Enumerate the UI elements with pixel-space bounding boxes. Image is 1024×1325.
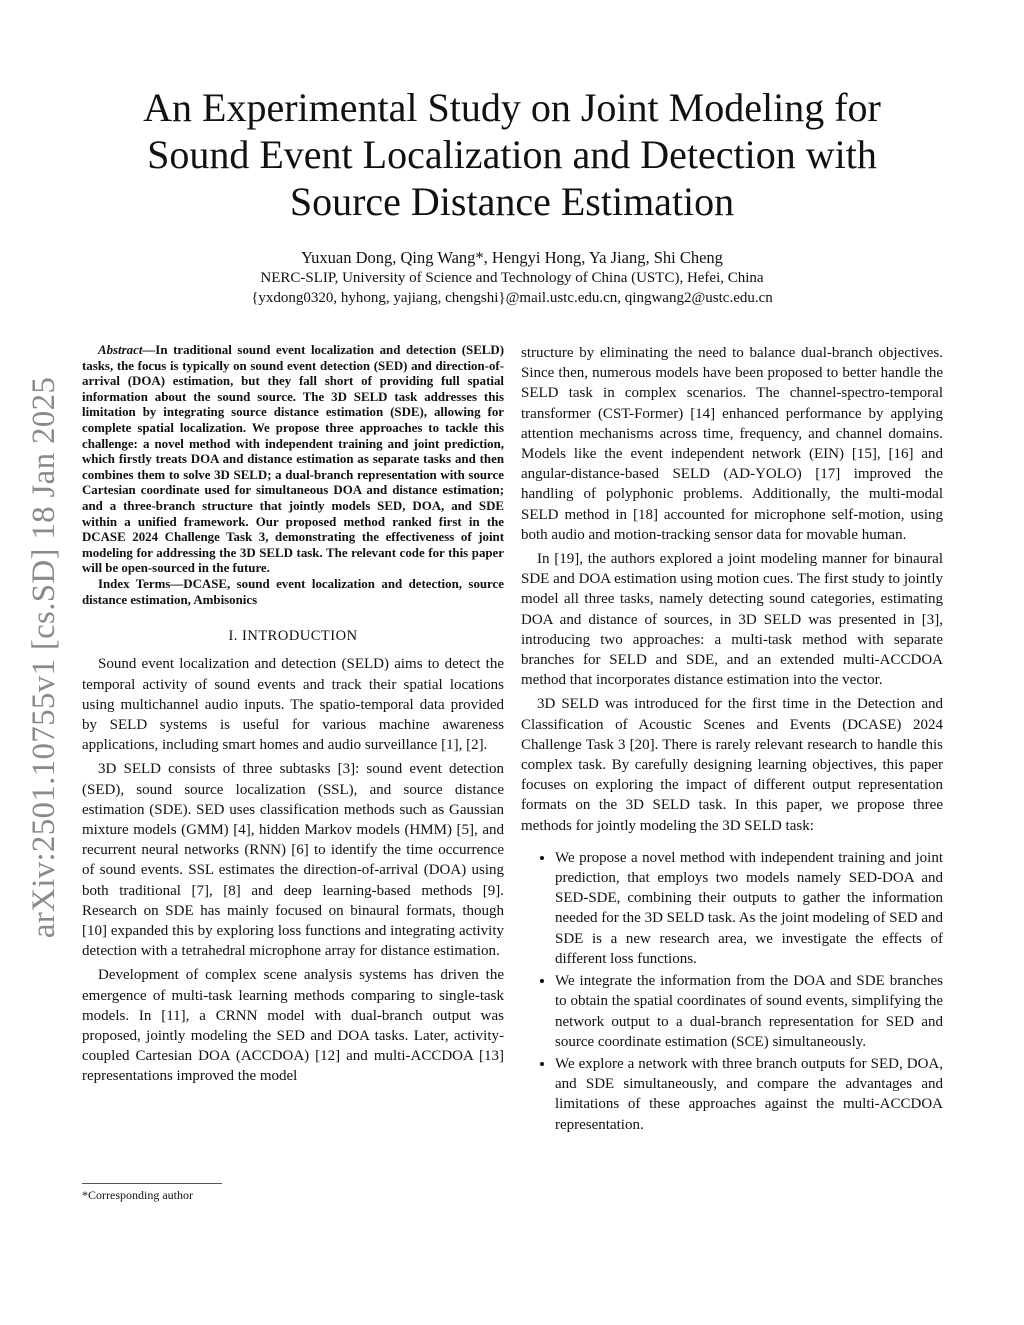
- paragraph: Sound event localization and detection (SELD) aims to detect the temporal activity of sound events and track their spatial locations using multichannel audio inputs. The spatio-temporal data provided by SELD systems is useful for various machine awareness applications, including smart homes and audio surveillance [1], [2].: [82, 656, 504, 754]
- arxiv-id-text: arXiv:2501.10755v1 [cs.SD] 18 Jan 2025: [26, 376, 63, 939]
- contribution-list: [521, 848, 943, 1135]
- paper-title: An Experimental Study on Joint Modeling for Sound Event Localization and Detection with Source Distance Estimation: [143, 85, 881, 224]
- paragraph: In [19], the authors explored a joint modeling manner for binaural SDE and DOA estimation using motion cues. The first study to jointly model all three tasks, namely detecting sound categories, estimating DOA and distance of sources, in 3D SELD was presented in [3], introducing two approaches: a multi-task method with separate branches for SELD and SDE, and an extended multi-ACCDOA method that incorporates distance estimation into the vector.: [521, 551, 943, 689]
- list-item: • We integrate the information from the DOA and SDE branches to obtain the spatial coordinates of sound events, simplifying the network output to a dual-branch representation for SED and source coordinate estimation (SCE) simultaneously.: [555, 971, 943, 1052]
- paragraph: 3D SELD consists of three subtasks [3]: sound event detection (SED), sound source localization (SSL), and source distance estimation (SDE). SED uses classification methods such as Gaussian mixture models (GMM) [4], hidden Markov models (HMM) [5], and recurrent neural networks (RNN) [6] to identify the time occurrence of sound events. SSL estimates the direction-of-arrival (DOA) using both traditional [7], [8] and deep learning-based methods [9]. Research on SDE has mainly focused on binaural formats, though [10] expanded this by exploring loss functions and integrating activity detection with a tetrahedral microphone array for distance estimation.: [82, 761, 504, 960]
- paragraph: structure by eliminating the need to balance dual-branch objectives. Since then, numerous models have been proposed to better handle the SELD task in complex scenarios. The channel-spectro-temporal transformer (CST-Former) [14] enhanced performance by applying attention mechanisms across time, frequency, and channel domains. Models like the event independent network (EIN) [15], [16] and angular-distance-based SELD (AD-YOLO) [17] improved the handling of polyphonic problems. Additionally, the multi-modal SELD method in [18] accounted for microphone self-motion, using both audio and motion-tracking sensor data for movable human.: [521, 345, 943, 543]
- left-column: [82, 343, 504, 1091]
- index-terms-text: DCASE, sound event localization and detection, source distance estimation, Ambisonics: [82, 576, 504, 607]
- list-item: • We propose a novel method with independent training and joint prediction, that employs two models namely SED-DOA and SED-SDE, combining their outputs to gather the information needed for the 3D SELD task. As the joint modeling of SED and SDE is a new research area, we investigate the effects of different loss functions.: [555, 848, 943, 969]
- right-column: [521, 343, 943, 1137]
- list-item: • We explore a network with three branch outputs for SED, DOA, and SDE simultaneously, and compare the advantages and limitations of these approaches against the multi-ACCDOA representation.: [555, 1054, 943, 1135]
- author-list: Yuxuan Dong, Qing Wang*, Hengyi Hong, Ya Jiang, Shi Cheng: [301, 248, 723, 267]
- index-terms: [82, 577, 504, 608]
- abstract: [82, 343, 504, 577]
- index-terms-label: Index Terms—: [98, 576, 184, 591]
- arxiv-identifier: [22, 360, 68, 955]
- section-heading-introduction: I. INTRODUCTION: [228, 628, 358, 645]
- paragraph: Development of complex scene analysis systems has driven the emergence of multi-task learning methods comparing to single-task models. In [11], a CRNN model with dual-branch output was proposed, jointly modeling the SED and DOA tasks. Later, activity-coupled Cartesian DOA (ACCDOA) [12] and multi-ACCDOA [13] representations improved the model: [82, 967, 504, 1085]
- author-emails: {yxdong0320, hyhong, yajiang, chengshi}@mail.ustc.edu.cn, qingwang2@ustc.edu.cn: [251, 290, 773, 306]
- footnote: [82, 1183, 222, 1203]
- affiliation: NERC-SLIP, University of Science and Technology of China (USTC), Hefei, China: [260, 270, 764, 286]
- footnote-text: *Corresponding author: [82, 1188, 193, 1202]
- abstract-label: Abstract—: [98, 343, 156, 357]
- abstract-text: In traditional sound event localization and detection (SELD) tasks, the focus is typically on sound event detection (SED) and direction-of-arrival (DOA) estimation, but they fall short of providing full spatial information about the sound source. The 3D SELD task addresses this limitation by integrating source distance estimation (SDE), allowing for complete spatial localization. We propose three approaches to tackle this challenge: a novel method with independent training and joint prediction, which firstly treats DOA and distance estimation as separate tasks and then combines them to solve 3D SELD; a dual-branch representation with source Cartesian coordinate used for simultaneous DOA and distance estimation; and a three-branch structure that jointly models SED, DOA, and SDE within a unified framework. Our proposed method ranked first in the DCASE 2024 Challenge Task 3, demonstrating the effectiveness of joint modeling for addressing the 3D SELD task. The relevant code for this paper will be open-sourced in the future.: [82, 343, 504, 576]
- paragraph: 3D SELD was introduced for the first time in the Detection and Classification of Acoustic Scenes and Events (DCASE) 2024 Challenge Task 3 [20]. There is rarely relevant research to handle this complex task. By carefully designing learning objectives, this paper focuses on exploring the impact of different output representation formats on the 3D SELD task. In this paper, we propose three methods for jointly modeling the 3D SELD task:: [521, 696, 943, 834]
